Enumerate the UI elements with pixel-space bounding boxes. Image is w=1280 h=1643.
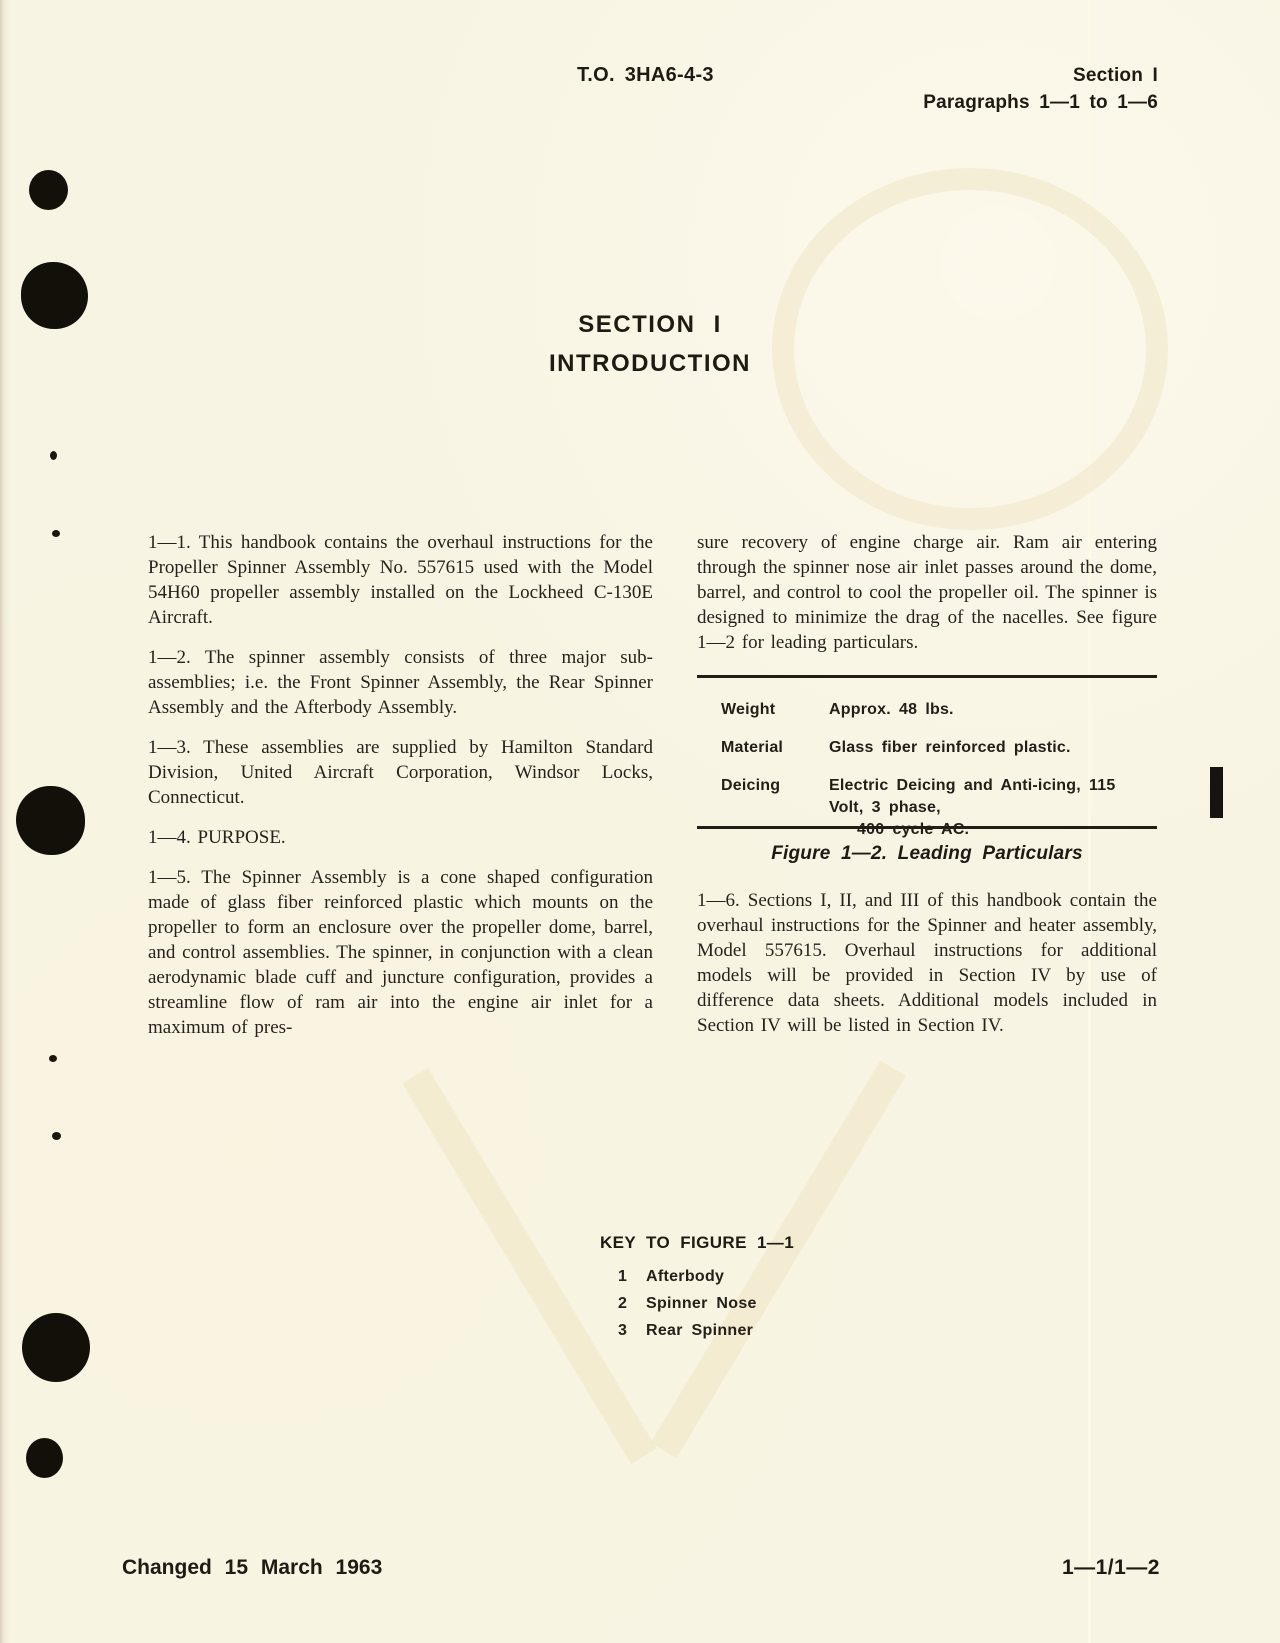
footer-change-date: Changed 15 March 1963 [122, 1556, 383, 1579]
binding-dot [16, 786, 85, 855]
table-row [721, 775, 1157, 841]
table-row-value: Approx. 48 lbs. [829, 701, 954, 718]
binding-dot [29, 170, 68, 210]
page-edge-shading [0, 0, 10, 1643]
key-item-number: 2 [618, 1295, 628, 1312]
ink-speck [50, 451, 57, 460]
key-item [618, 1290, 794, 1317]
section-title-line2: INTRODUCTION [549, 350, 751, 377]
footer-page-number: 1—1/1—2 [1061, 1556, 1160, 1579]
ink-speck [52, 530, 60, 537]
key-item-label: Rear Spinner [646, 1322, 754, 1339]
key-item-number: 1 [618, 1268, 628, 1285]
key-item-label: Spinner Nose [646, 1295, 757, 1312]
right-column-paragraph-1-6 [697, 888, 1157, 1038]
binding-dot [22, 1313, 90, 1382]
paragraph-1-6: 1—6. Sections I, II, and III of this handbook contain the overhaul instructions for the Spinner and heater assembly, Model 557615. Overhaul instructions for additional models will be provided in Section IV by use of difference data sheets. Additional models included in Section IV will be listed in Section IV. [697, 890, 1157, 1036]
key-to-figure-title: KEY TO FIGURE 1—1 [600, 1233, 795, 1252]
table-row-value-line1: Electric Deicing and Anti-icing, 115 Volt, 3 phase, [829, 777, 1116, 816]
ink-speck [52, 1132, 61, 1140]
table-row-value-line2: 400 cycle AC. [857, 821, 970, 838]
technical-order-number: T.O. 3HA6-4-3 [577, 64, 714, 86]
ink-speck [49, 1055, 57, 1062]
left-column [148, 530, 653, 1040]
table-row-label: Deicing [721, 777, 781, 794]
paragraph-1-5-continued: sure recovery of engine charge air. Ram air entering through the spinner nose air inlet passes around the dome, barrel, and control to cool the propeller oil. The spinner is designed to minimize the drag of the nacelles. See figure 1—2 for leading particulars. [697, 532, 1157, 653]
paragraph-1-4: 1—4. PURPOSE. [148, 827, 286, 848]
paragraph-1-5: 1—5. The Spinner Assembly is a cone shaped configuration made of glass fiber reinforced plastic which mounts on the propeller to form an enclosure over the propeller dome, barrel, and control assemblies. The spinner, in conjunction with a clean aerodynamic blade cuff and juncture configuration, provides a streamline flow of ram air into the engine air inlet for a maximum of pres- [148, 867, 653, 1038]
header-section: Section I [1073, 65, 1158, 86]
key-item-number: 3 [618, 1322, 628, 1339]
table-row [721, 699, 1157, 721]
paragraph-1-2: 1—2. The spinner assembly consists of three major sub-assemblies; i.e. the Front Spinner Assembly, the Rear Spinner Assembly and the Afterbody Assembly. [148, 647, 653, 718]
table-row-label: Weight [721, 701, 776, 718]
right-column-continuation [697, 530, 1157, 655]
key-to-figure-block [600, 1233, 794, 1344]
key-item-label: Afterbody [646, 1268, 725, 1285]
key-to-figure-items [618, 1263, 794, 1344]
table-row-value: Glass fiber reinforced plastic. [829, 739, 1071, 756]
leading-particulars-table [697, 675, 1157, 838]
table-row [721, 737, 1157, 759]
section-title-line1: SECTION I [578, 311, 722, 338]
binding-dot [21, 262, 88, 329]
key-item [618, 1317, 794, 1344]
change-bar [1210, 767, 1223, 818]
table-row-label: Material [721, 739, 784, 756]
figure-1-2-caption: Figure 1—2. Leading Particulars [771, 843, 1083, 864]
key-item [618, 1263, 794, 1290]
header-paragraph-range: Paragraphs 1—1 to 1—6 [923, 92, 1158, 113]
header-section-info [923, 62, 1158, 116]
binding-dot [26, 1438, 63, 1478]
section-title [150, 305, 1150, 383]
paragraph-1-3: 1—3. These assemblies are supplied by Hamilton Standard Division, United Aircraft Corporation, Windsor Locks, Connecticut. [148, 737, 653, 808]
paragraph-1-1: 1—1. This handbook contains the overhaul instructions for the Propeller Spinner Assembly No. 557615 used with the Model 54H60 propeller assembly installed on the Lockheed C-130E Aircraft. [148, 532, 653, 628]
table-row-value [829, 775, 1157, 841]
